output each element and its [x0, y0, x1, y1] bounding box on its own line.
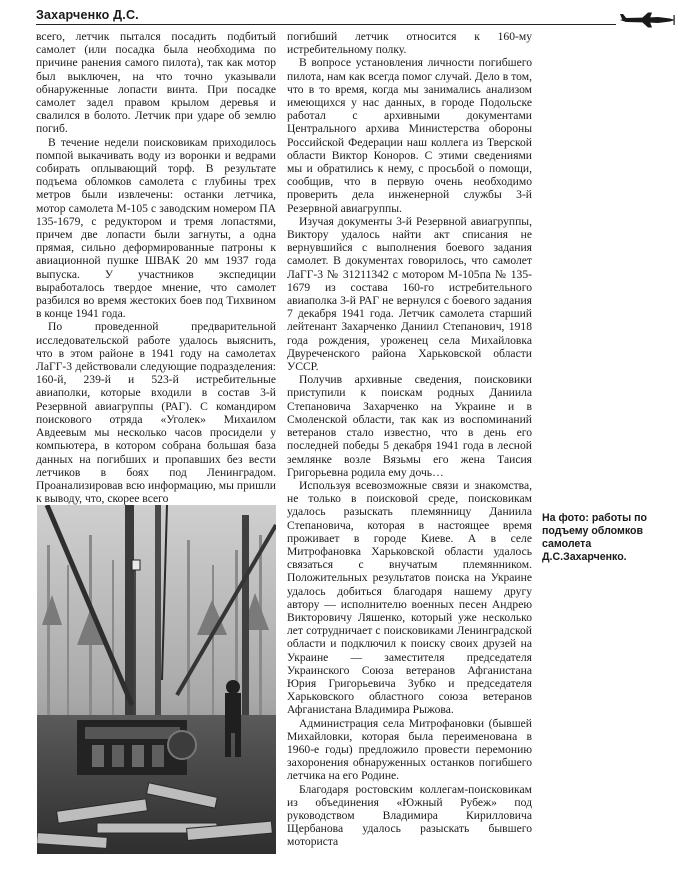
excavation-photo [37, 505, 276, 854]
paragraph: Получив архивные сведения, поисковики приступили к поискам родных Даниила Степановича Захарченко на Украине и в Смоленской области, так как из воспоминаний ветеранов стало известно, что в день его последней победы 5 декабря 1941 года в лесной землянке возле Вязьмы его жена Таисия Григорьевна родила ему дочь… [287, 373, 532, 479]
paragraph: По проведенной предварительной исследовательской работе удалось выяснить, что в этом районе в 1941 году на самолетах ЛаГГ-3 действовали следующие подразделения: 160-й, 239-й и 523-й истребительные авиаполки, которые входили в состав 3-й Резервной авиагруппы (РАГ). С командиром поискового отряда «Уголек» Михаилом Авдеевым мы несколько часов просидели у компьютера, в котором собрана большая база данных на погибших и пропавших без вести летчиков в боях под Ленинградом. Проанализировав всю информацию, мы пришли к выводу, что, скорее всего [36, 320, 276, 506]
header-rule [36, 24, 616, 25]
running-title: Захарченко Д.С. [36, 8, 139, 22]
text-column-2 [287, 30, 532, 849]
page-header [36, 4, 680, 30]
paragraph: Благодаря ростовским коллегам-поисковикам из объединения «Южный Рубеж» под руководством Владимира Кирилловича Щербанова удалось разыскать бывшего моториста [287, 782, 532, 849]
paragraph: Администрация села Митрофановки (бывшей Михайловки, которая была переименована в 1960-е годы) предложило провести перемонию захоронения обнаруженных останков погибшего летчика на его Родине. [287, 716, 532, 783]
paragraph: В течение недели поисковикам приходилось помпой выкачивать воду из воронки и ведрами собирать оплывающий торф. В результате подъема обломков самолета с глубины трех метров были извлечены: останки летчика, мотор самолета М-105 с заводским номером ПА 135-1679, с редуктором и тремя лопастями, причем две лопасти были загнуты, а одна прямая, сильно деформированные патроны к авиационной пушке ШВАК 20 мм 1937 года выпуска. У участников экспедиции выработалось твердое мнение, что самолет разбился во время жестоких боев под Тихвином в конце 1941 года. [36, 135, 276, 321]
paragraph: погибший летчик относится к 160-му истребительному полку. [287, 30, 532, 57]
paragraph: всего, летчик пытался посадить подбитый самолет (или посадка была необходима по причине ранения самого пилота), так как мотор был выключен, на что точно указывали обнаруженные лопасти винта. При посадке самолет задел правом крылом деревья и свалился в болото. Летчик при ударе об землю погиб. [36, 30, 276, 136]
photo-caption: На фото: работы по подъему обломков самолета Д.С.Захарченко. [542, 512, 647, 563]
paragraph: В вопросе установления личности погибшего пилота, нам как всегда помог случай. Дело в том, что в то время, когда мы занимались анализом имеющихся у нас данных, в городе Подольске работал с архивными документами Центрального архива Министерства обороны Российской Федерации наш коллега из Тверской области Виктор Коноров. С этими сведениями мы и обратились к нему, с просьбой о помощи, сообщив, что в первую очень необходимо проверить дела инженерной службы 3-й Резервной авиагруппы. [287, 56, 532, 215]
paragraph: Используя всевозможные связи и знакомства, не только в поисковой среде, поисковикам удалось разыскать племянницу Даниила Степановича, которая в настоящее время проживает в городе Киеве. А в селе Митрофановка Харьковской области удалось связаться с внучатым племянником. Положительных результатов поиска на Украине удалось добиться благодаря нашему другу автору — исполнителю военных песен Андрею Викторовичу Ляшенко, который уже несколько лет сотрудничает с поисковиками Ленинградской области и подключил к поиску своих друзей на Украине — заместителя председателя Украинского Союза ветеранов Афганистана Юрия Григорьевича Зубко и председателя Харьковского областного союза ветеранов Афганистана Владимира Рыжова. [287, 478, 532, 717]
text-column-1 [36, 30, 276, 505]
paragraph: Изучая документы 3-й Резервной авиагруппы, Виктору удалось найти акт списания не вернувшийся с выполнения боевого задания самолет. В документах говорилось, что самолет ЛаГГ-3 № 31211342 с мотором М-105па № 135-1679 из состава 160-го истребительного авиаполка 3-й РАГ не вернулся с боевого задания 7 декабря 1941 года. Летчик самолета старший лейтенант Захарченко Даниил Степанович, 1918 года рождения, уроженец села Михайловка Двуреченского района Харьковской области УССР. [287, 214, 532, 374]
plane-icon [618, 12, 676, 28]
